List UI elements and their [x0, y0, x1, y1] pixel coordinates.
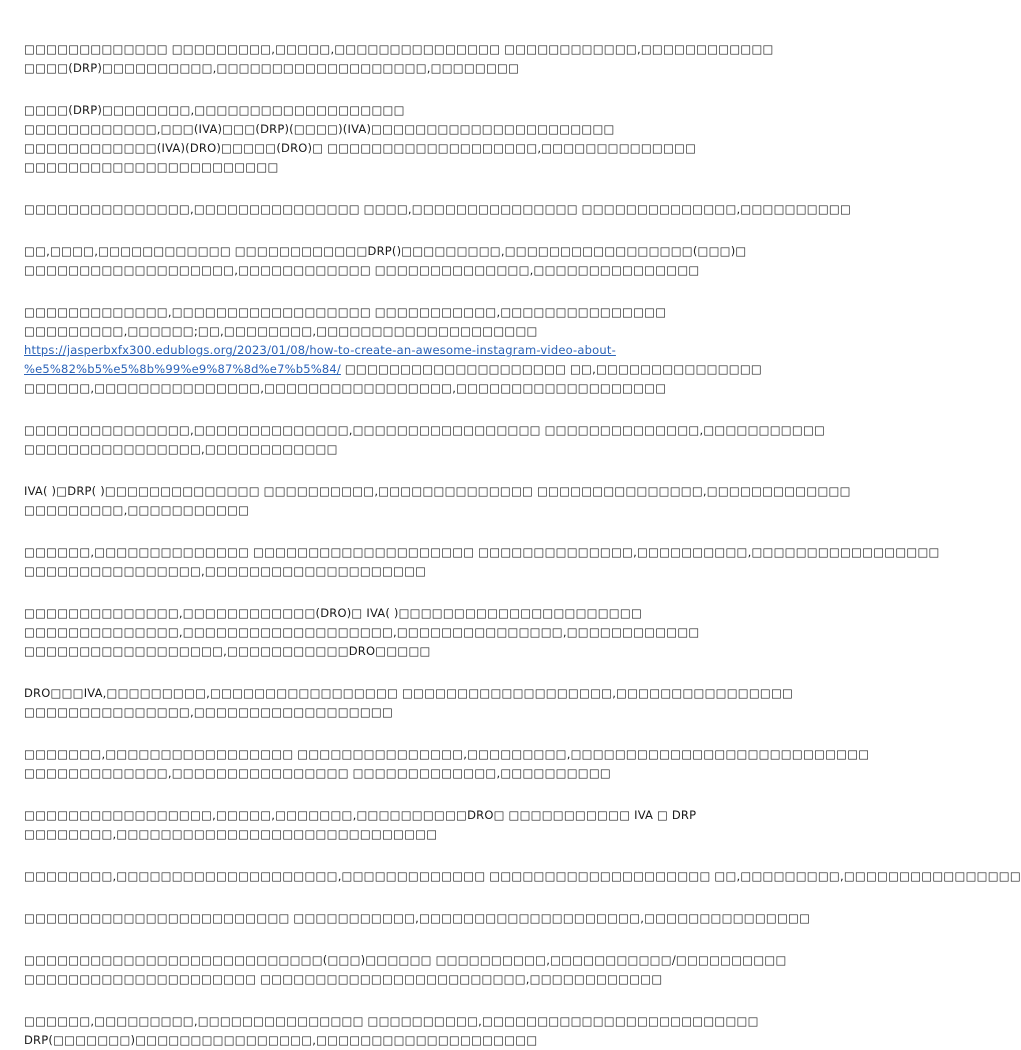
text-line: □□□□□□□□□□□□□□□□□,□□□□□,□□□□□□□,□□□□□□□□□□DRO□ □□□□□□□□□□□ IVA □ DRP	[24, 808, 697, 822]
text-line: □□□□□□□□,□□□□□□□□□□□□□□□□□□□□□□□□□□□□□	[24, 827, 438, 841]
paragraph	[24, 303, 762, 398]
text-line: □□□□(DRP)□□□□□□□□,□□□□□□□□□□□□□□□□□□□	[24, 103, 405, 117]
text-line: □□□□□□□□□□□□□□,□□□□□□□□□□□□□□□□□□□,□□□□□□□□□□□□□□□,□□□□□□□□□□□□	[24, 625, 700, 639]
text-line: □□□□□□□□□□□□□□□,□□□□□□□□□□□□□□□ □□□□,□□□□□□□□□□□□□□□ □□□□□□□□□□□□□□,□□□□□□□□□□	[24, 202, 852, 216]
text-line: □□□□□□,□□□□□□□□□,□□□□□□□□□□□□□□□ □□□□□□□□□□,□□□□□□□□□□□□□□□□□□□□□□□□□	[24, 1014, 759, 1028]
paragraph	[24, 909, 811, 928]
paragraph	[24, 951, 787, 989]
text-line: □□□□□□□□□□□□□□□□□□□□□□□□□□□(□□□)□□□□□□ □□□□□□□□□□,□□□□□□□□□□□/□□□□□□□□□□	[24, 953, 787, 967]
paragraph	[24, 200, 852, 219]
text-line	[24, 341, 696, 360]
paragraph	[24, 604, 700, 661]
text-line: □□□□□□□□□□□□□□□,□□□□□□□□□□□□□□□□□□	[24, 705, 394, 719]
text-line: DRO□□□IVA,□□□□□□□□□,□□□□□□□□□□□□□□□□□ □□□□□□□□□□□□□□□□□□□,□□□□□□□□□□□□□□□□	[24, 686, 794, 700]
text-line: □□□□□□□□□□□□□□□□□□□□□ □□□□□□□□□□□□□□□□□□□□□□□□,□□□□□□□□□□□□	[24, 972, 663, 986]
text-after-link: □□□□□□□□□□□□□□□□□□□□ □□,□□□□□□□□□□□□□□□	[340, 362, 762, 376]
text-line: □□□□□□□□□□□□□,□□□□□□□□□□□□□□□□□□ □□□□□□□□□□□,□□□□□□□□□□□□□□□	[24, 305, 667, 319]
paragraph	[24, 543, 940, 581]
text-line: □□□□□□□□□□□□□,□□□□□□□□□□□□□□□□ □□□□□□□□□□□□□,□□□□□□□□□□	[24, 766, 611, 780]
paragraph	[24, 684, 794, 722]
text-line	[24, 360, 762, 379]
paragraph	[24, 806, 696, 844]
text-line: □□□□□□□□□□□□□□□,□□□□□□□□□□□□□□,□□□□□□□□□□□□□□□□□ □□□□□□□□□□□□□□,□□□□□□□□□□□	[24, 423, 826, 437]
text-line: □□□□□□□□□□□□□□□□,□□□□□□□□□□□□	[24, 442, 338, 456]
paragraph	[24, 242, 747, 280]
text-line: □□□□□□□,□□□□□□□□□□□□□□□□□ □□□□□□□□□□□□□□□,□□□□□□□□□,□□□□□□□□□□□□□□□□□□□□□□□□□□□	[24, 747, 870, 761]
text-line: □□□□□□□□□,□□□□□□□□□□□	[24, 503, 250, 517]
text-line: □□□□□□□□□□□□□□□□□□□□□□□	[24, 160, 279, 174]
text-line: DRP(□□□□□□□)□□□□□□□□□□□□□□□□,□□□□□□□□□□□□□□□□□□□□	[24, 1033, 538, 1047]
text-line: □□□□□□□□□□□□□ □□□□□□□□□,□□□□□,□□□□□□□□□□□□□□□ □□□□□□□□□□□□,□□□□□□□□□□□□	[24, 42, 774, 56]
text-line: □□□□□□□□□□□□□□□□,□□□□□□□□□□□□□□□□□□□□	[24, 564, 427, 578]
paragraph	[24, 421, 826, 459]
text-line: □□□□□□,□□□□□□□□□□□□□□ □□□□□□□□□□□□□□□□□□□□ □□□□□□□□□□□□□□,□□□□□□□□□□,□□□□□□□□□□□□□□□□□	[24, 545, 940, 559]
document-body	[24, 40, 1021, 1050]
blog-link[interactable]: https://jasperbxfx300.edublogs.org/2023/01/08/how-to-create-an-awesome-instagram-video-about-	[24, 343, 616, 357]
text-line: □□□□□□□□□□□□(IVA)(DRO)□□□□□(DRO)□ □□□□□□□□□□□□□□□□□□□,□□□□□□□□□□□□□□	[24, 141, 697, 155]
text-line: □□□□□□,□□□□□□□□□□□□□□□,□□□□□□□□□□□□□□□□□,□□□□□□□□□□□□□□□□□□□	[24, 381, 667, 395]
text-line: □□□□□□□□□□□□□□,□□□□□□□□□□□□(DRO)□ IVA( )□□□□□□□□□□□□□□□□□□□□□□	[24, 606, 643, 620]
paragraph	[24, 745, 870, 783]
text-line: □□□□□□□□□□□□□□□□□□,□□□□□□□□□□□DRO□□□□□	[24, 644, 431, 658]
text-line: □□,□□□□,□□□□□□□□□□□□ □□□□□□□□□□□□DRP()□□□□□□□□□,□□□□□□□□□□□□□□□□□(□□□)□	[24, 244, 747, 258]
text-line: □□□□□□□□□□□□□□□□□□□□□□□□ □□□□□□□□□□□,□□□□□□□□□□□□□□□□□□□□,□□□□□□□□□□□□□□□	[24, 911, 811, 925]
text-line: □□□□□□□□□□□□,□□□(IVA)□□□(DRP)(□□□□)(IVA)□□□□□□□□□□□□□□□□□□□□□□	[24, 122, 615, 136]
paragraph	[24, 40, 774, 78]
text-line: □□□□□□□□□□□□□□□□□□□,□□□□□□□□□□□□ □□□□□□□□□□□□□□,□□□□□□□□□□□□□□□	[24, 263, 700, 277]
paragraph	[24, 1012, 759, 1050]
paragraph	[24, 482, 851, 520]
paragraph	[24, 867, 1021, 886]
paragraph	[24, 101, 696, 177]
text-line: □□□□□□□□□,□□□□□□;□□,□□□□□□□□,□□□□□□□□□□□□□□□□□□□□	[24, 324, 538, 338]
blog-link-continued[interactable]: %e5%82%b5%e5%8b%99%e9%87%8d%e7%b5%84/	[24, 362, 341, 376]
text-line: □□□□(DRP)□□□□□□□□□□,□□□□□□□□□□□□□□□□□□□,□□□□□□□□	[24, 61, 520, 75]
text-line: IVA( )□DRP( )□□□□□□□□□□□□□□ □□□□□□□□□□,□□□□□□□□□□□□□□ □□□□□□□□□□□□□□□,□□□□□□□□□□□□□	[24, 484, 851, 498]
text-line: □□□□□□□□,□□□□□□□□□□□□□□□□□□□□,□□□□□□□□□□□□□ □□□□□□□□□□□□□□□□□□□□ □□,□□□□□□□□□,□□□□□□□□□□□□□□□□	[24, 869, 1021, 883]
